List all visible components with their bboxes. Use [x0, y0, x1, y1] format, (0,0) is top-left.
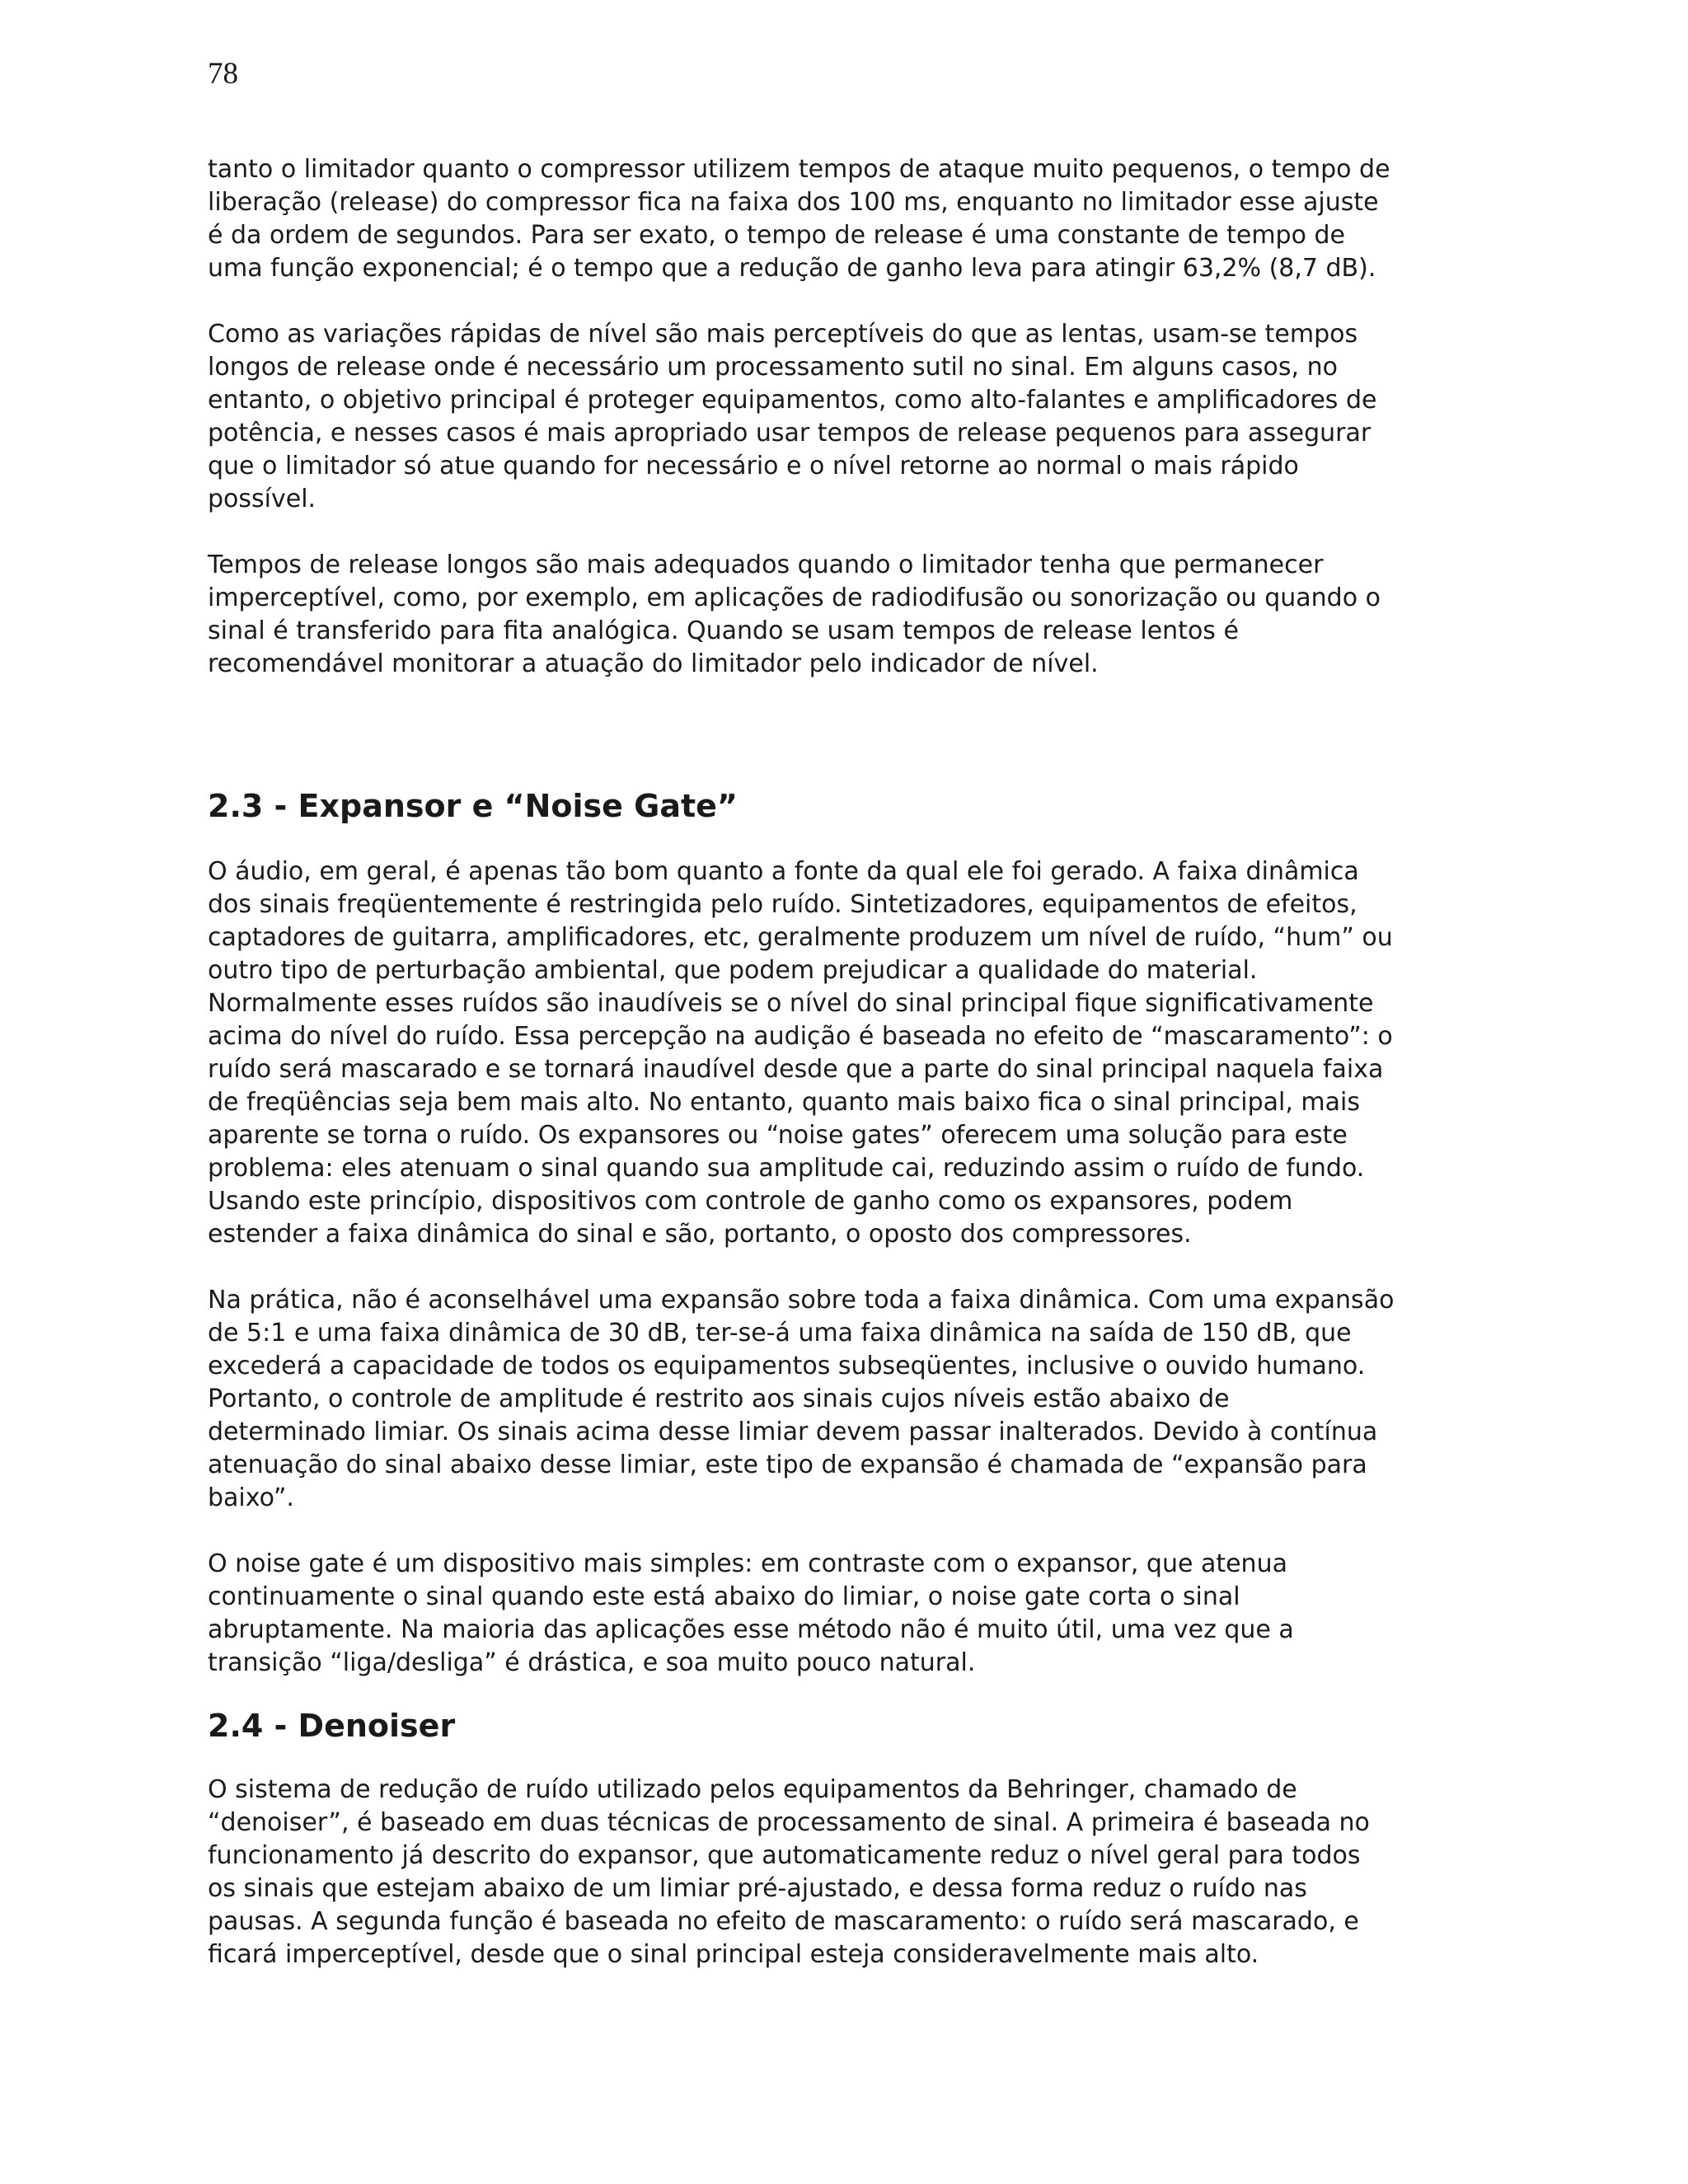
- text-line: é da ordem de segundos. Para ser exato, o tempo de release é uma constante de tempo de: [208, 221, 1345, 250]
- text-line: problema: eles atenuam o sinal quando sua amplitude cai, reduzindo assim o ruído de fundo.: [208, 1154, 1365, 1183]
- text-line: entanto, o objetivo principal é proteger equipamentos, como alto-falantes e amplificadores de: [208, 386, 1377, 415]
- text-line: determinado limiar. Os sinais acima desse limiar devem passar inalterados. Devido à contínua: [208, 1418, 1378, 1446]
- text-line: sinal é transferido para fita analógica. Quando se usam tempos de release lentos é: [208, 616, 1239, 645]
- text-line: O sistema de redução de ruído utilizado pelos equipamentos da Behringer, chamado de: [208, 1775, 1297, 1804]
- document-body: [208, 153, 1535, 1971]
- text-line: possível.: [208, 485, 316, 513]
- text-line: que o limitador só atue quando for necessário e o nível retorne ao normal o mais rápido: [208, 452, 1299, 480]
- text-line: ficará imperceptível, desde que o sinal principal esteja consideravelmente mais alto.: [208, 1940, 1259, 1969]
- text-line: atenuação do sinal abaixo desse limiar, este tipo de expansão é chamada de “expansão para: [208, 1451, 1367, 1479]
- page-number: 78: [208, 57, 238, 91]
- text-line: Tempos de release longos são mais adequados quando o limitador tenha que permanecer: [208, 551, 1324, 579]
- text-line: tanto o limitador quanto o compressor utilizem tempos de ataque muito pequenos, o tempo de: [208, 155, 1390, 184]
- text-line: acima do nível do ruído. Essa percepção na audição é baseada no efeito de “mascaramento”: o: [208, 1022, 1393, 1051]
- paragraph-expansion-practice: [208, 1284, 1535, 1515]
- text-line: estender a faixa dinâmica do sinal e são, portanto, o oposto dos compressores.: [208, 1220, 1192, 1249]
- text-line: Na prática, não é aconselhável uma expansão sobre toda a faixa dinâmica. Com uma expansão: [208, 1286, 1395, 1315]
- text-line: ruído será mascarado e se tornará inaudível desde que a parte do sinal principal naquela faixa: [208, 1055, 1384, 1084]
- text-line: de 5:1 e uma faixa dinâmica de 30 dB, ter-se-á uma faixa dinâmica na saída de 150 dB, que: [208, 1319, 1352, 1347]
- text-line: aparente se torna o ruído. Os expansores ou “noise gates” oferecem uma solução para este: [208, 1121, 1348, 1150]
- text-line: captadores de guitarra, amplificadores, etc, geralmente produzem um nível de ruído, “hum” ou: [208, 923, 1393, 952]
- paragraph-audio-noise: [208, 855, 1535, 1251]
- paragraph-denoiser: [208, 1774, 1535, 1971]
- text-line: potência, e nesses casos é mais apropriado usar tempos de release pequenos para assegurar: [208, 419, 1372, 448]
- text-line: transição “liga/desliga” é drástica, e soa muito pouco natural.: [208, 1648, 976, 1677]
- text-line: uma função exponencial; é o tempo que a redução de ganho leva para atingir 63,2% (8,7 dB).: [208, 254, 1376, 283]
- text-line: de freqüências seja bem mais alto. No entanto, quanto mais baixo fica o sinal principal, mais: [208, 1088, 1360, 1117]
- paragraph-level-variations: [208, 318, 1535, 516]
- text-line: dos sinais freqüentemente é restringida pelo ruído. Sintetizadores, equipamentos de efeitos,: [208, 890, 1357, 919]
- text-line: outro tipo de perturbação ambiental, que podem prejudicar a qualidade do material.: [208, 956, 1258, 985]
- paragraph-noise-gate: [208, 1548, 1535, 1680]
- text-line: longos de release onde é necessário um processamento sutil no sinal. Em alguns casos, no: [208, 353, 1338, 382]
- section-heading-expansor: 2.3 - Expansor e “Noise Gate”: [208, 788, 738, 824]
- text-line: Como as variações rápidas de nível são mais perceptíveis do que as lentas, usam-se tempos: [208, 320, 1358, 349]
- text-line: pausas. A segunda função é baseada no efeito de mascaramento: o ruído será mascarado, e: [208, 1907, 1359, 1936]
- text-line: Normalmente esses ruídos são inaudíveis se o nível do sinal principal fique significativamente: [208, 989, 1374, 1018]
- text-line: continuamente o sinal quando este está abaixo do limiar, o noise gate corta o sinal: [208, 1582, 1240, 1611]
- text-line: funcionamento já descrito do expansor, que automaticamente reduz o nível geral para todos: [208, 1841, 1361, 1870]
- text-line: abruptamente. Na maioria das aplicações esse método não é muito útil, uma vez que a: [208, 1615, 1294, 1644]
- text-line: O noise gate é um dispositivo mais simples: em contraste com o expansor, que atenua: [208, 1549, 1287, 1578]
- text-line: liberação (release) do compressor fica na faixa dos 100 ms, enquanto no limitador esse ajuste: [208, 188, 1379, 217]
- paragraph-long-release: [208, 549, 1535, 681]
- text-line: baixo”.: [208, 1483, 294, 1512]
- text-line: recomendável monitorar a atuação do limitador pelo indicador de nível.: [208, 649, 1099, 678]
- text-line: os sinais que estejam abaixo de um limiar pré-ajustado, e dessa forma reduz o ruído nas: [208, 1874, 1307, 1903]
- text-line: O áudio, em geral, é apenas tão bom quanto a fonte da qual ele foi gerado. A faixa dinâmica: [208, 857, 1359, 886]
- text-line: excederá a capacidade de todos os equipamentos subseqüentes, inclusive o ouvido humano.: [208, 1352, 1366, 1380]
- paragraph-release-time: [208, 153, 1535, 285]
- section-heading-denoiser: 2.4 - Denoiser: [208, 1708, 456, 1744]
- text-line: imperceptível, como, por exemplo, em aplicações de radiodifusão ou sonorização ou quando o: [208, 583, 1381, 612]
- text-line: Usando este princípio, dispositivos com controle de ganho como os expansores, podem: [208, 1187, 1293, 1216]
- text-line: Portanto, o controle de amplitude é restrito aos sinais cujos níveis estão abaixo de: [208, 1385, 1230, 1413]
- text-line: “denoiser”, é baseado em duas técnicas de processamento de sinal. A primeira é baseada no: [208, 1808, 1370, 1837]
